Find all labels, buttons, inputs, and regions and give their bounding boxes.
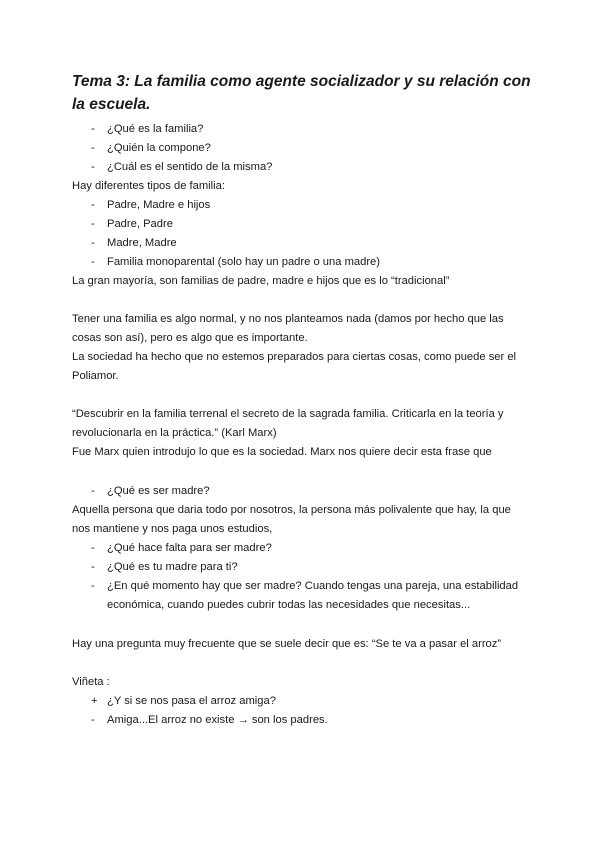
- paragraph-line: Tener una familia es algo normal, y no nos planteamos nada (damos por hecho que las: [72, 313, 504, 325]
- question-item: ¿Qué hace falta para ser madre?: [107, 542, 272, 554]
- bullet-dash: -: [91, 561, 95, 573]
- family-type-item: Padre, Madre e hijos: [107, 199, 211, 211]
- question-what-is-mother: ¿Qué es ser madre?: [107, 485, 210, 497]
- bullet-dash: -: [91, 161, 95, 173]
- bullet-plus: +: [91, 695, 98, 707]
- mother-answer-line: nos mantiene y nos paga unos estudios,: [72, 523, 273, 535]
- mother-answer-line: Aquella persona que daria todo por nosotros, la persona más polivalente que hay, la que: [72, 504, 511, 516]
- marx-explanation: Fue Marx quien introdujo lo que es la sociedad. Marx nos quiere decir esta frase que: [72, 446, 492, 458]
- family-type-item: Padre, Padre: [107, 218, 173, 230]
- quote-line: “Descubrir en la familia terrenal el secreto de la sagrada familia. Criticarla en la teoría y: [72, 408, 504, 420]
- bullet-dash: -: [91, 485, 95, 497]
- vineta-line: ¿Y si se nos pasa el arroz amiga?: [107, 695, 276, 707]
- question-item: ¿Qué es tu madre para ti?: [107, 561, 238, 573]
- question-item: ¿En qué momento hay que ser madre? Cuando tengas una pareja, una estabilidad: [107, 580, 519, 592]
- bullet-dash: -: [91, 142, 95, 154]
- bullet-dash: -: [91, 218, 95, 230]
- question-what-is-family: ¿Qué es la familia?: [107, 123, 204, 135]
- vineta-label: Viñeta :: [72, 676, 110, 688]
- bullet-dash: -: [91, 256, 95, 268]
- bullet-dash: -: [91, 199, 95, 211]
- majority-text: La gran mayoría, son familias de padre, madre e hijos que es lo “tradicional”: [72, 275, 450, 287]
- paragraph-line: La sociedad ha hecho que no estemos preparados para ciertas cosas, como puede ser el: [72, 351, 517, 363]
- bullet-dash: -: [91, 542, 95, 554]
- question-meaning: ¿Cuál es el sentido de la misma?: [107, 161, 273, 173]
- paragraph-line: cosas son así), pero es algo que es importante.: [72, 332, 308, 344]
- bullet-dash: -: [91, 123, 95, 135]
- paragraph-line: Poliamor.: [72, 370, 119, 382]
- quote-line: revolucionarla en la práctica.” (Karl Marx): [72, 427, 277, 439]
- document-title: Tema 3: La familia como agente socializador y su relación con la escuela.: [72, 73, 531, 113]
- family-type-item: Madre, Madre: [107, 237, 177, 249]
- bullet-dash: -: [91, 237, 95, 249]
- bullet-dash: -: [91, 714, 95, 726]
- frequent-question: Hay una pregunta muy frecuente que se suele decir que es: “Se te va a pasar el arroz”: [72, 638, 502, 650]
- vineta-line: Amiga...El arroz no existe → son los padres.: [107, 714, 328, 726]
- types-intro: Hay diferentes tipos de familia:: [72, 180, 225, 192]
- family-type-item: Familia monoparental (solo hay un padre o una madre): [107, 256, 381, 268]
- question-who-composes: ¿Quién la compone?: [107, 142, 211, 154]
- bullet-dash: -: [91, 580, 95, 592]
- question-item-continuation: económica, cuando puedes cubrir todas las necesidades que necesitas...: [107, 599, 471, 611]
